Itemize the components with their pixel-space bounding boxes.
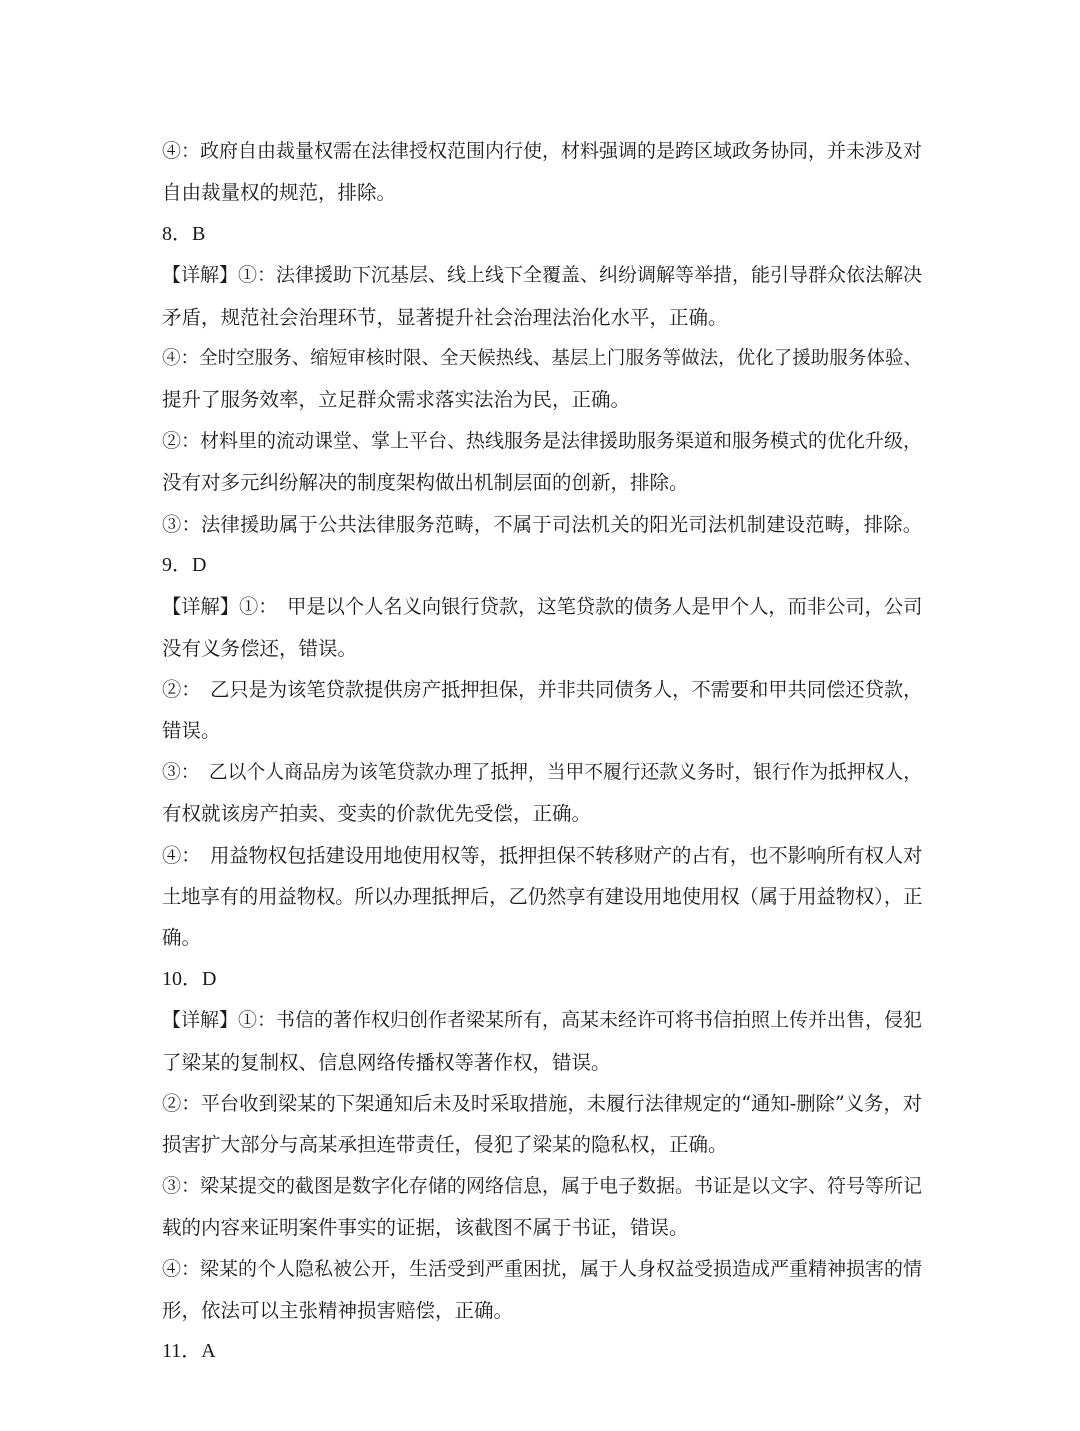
question-number: 11．A	[162, 1340, 216, 1363]
text-line: ④： 用益物权包括建设用地使用权等，抵押担保不转移财产的占有，也不影响所有权人对	[162, 843, 923, 867]
text-line: 提升了服务效率，立足群众需求落实法治为民，正确。	[162, 388, 631, 412]
text-line: ④：梁某的个人隐私被公开，生活受到严重困扰，属于人身权益受损造成严重精神损害的情	[162, 1257, 923, 1280]
text-line: ④：全时空服务、缩短审核时限、全天候热线、基层上门服务等做法，优化了援助服务体验、	[162, 347, 922, 369]
question-number: 8．B	[162, 222, 206, 245]
text-line: ②：材料里的流动课堂、掌上平台、热线服务是法律援助服务渠道和服务模式的优化升级，	[162, 429, 923, 452]
text-line: ④：政府自由裁量权需在法律授权范围内行使，材料强调的是跨区域政务协同，并未涉及对	[162, 140, 923, 162]
text-line: 土地享有的用益物权。所以办理抵押后，乙仍然享有建设用地使用权（属于用益物权），正	[162, 885, 923, 909]
question-number: 9．D	[162, 553, 207, 576]
text-line: 形，依法可以主张精神损害赔偿，正确。	[162, 1298, 514, 1322]
text-line: ③：法律援助属于公共法律服务范畴，不属于司法机关的阳光司法机制建设范畴，排除。	[162, 512, 922, 536]
text-line: 【详解】①： 甲是以个人名义向银行贷款，这笔贷款的债务人是甲个人，而非公司，公司	[162, 595, 923, 619]
text-line: 没有义务偿还，错误。	[162, 636, 358, 660]
question-number: 10．D	[162, 967, 217, 990]
document-page	[162, 131, 922, 1373]
text-line: 了梁某的复制权、信息网络传播权等著作权，错误。	[162, 1050, 611, 1074]
text-line: 自由裁量权的规范，排除。	[162, 181, 397, 205]
text-line: ②：平台收到梁某的下架通知后未及时采取措施，未履行法律规定的“通知-删除”义务，对	[162, 1091, 922, 1115]
text-line: 损害扩大部分与高某承担连带责任，侵犯了梁某的隐私权，正确。	[162, 1133, 728, 1157]
text-line: 有权就该房产拍卖、变卖的价款优先受偿，正确。	[162, 802, 592, 826]
text-line: ③： 乙以个人商品房为该笔贷款办理了抵押，当甲不履行还款义务时，银行作为抵押权人，	[162, 761, 922, 783]
text-line: 【详解】①：法律援助下沉基层、线上线下全覆盖、纠纷调解等举措，能引导群众依法解决	[162, 264, 923, 287]
text-line: 没有对多元纠纷解决的制度架构做出机制层面的创新，排除。	[162, 471, 689, 495]
text-line: 载的内容来证明案件事实的证据，该截图不属于书证，错误。	[162, 1216, 689, 1240]
text-line: 矛盾，规范社会治理环节，显著提升社会治理法治化水平，正确。	[162, 305, 728, 329]
text-line: 【详解】①：书信的著作权归创作者梁某所有，高某未经许可将书信拍照上传并出售，侵犯	[162, 1009, 923, 1032]
text-line: ②： 乙只是为该笔贷款提供房产抵押担保，并非共同债务人，不需要和甲共同偿还贷款，	[162, 678, 923, 702]
text-line: 错误。	[162, 719, 221, 743]
text-line: ③：梁某提交的截图是数字化存储的网络信息，属于电子数据。书证是以文字、符号等所记	[162, 1174, 923, 1197]
text-line: 确。	[162, 926, 202, 950]
